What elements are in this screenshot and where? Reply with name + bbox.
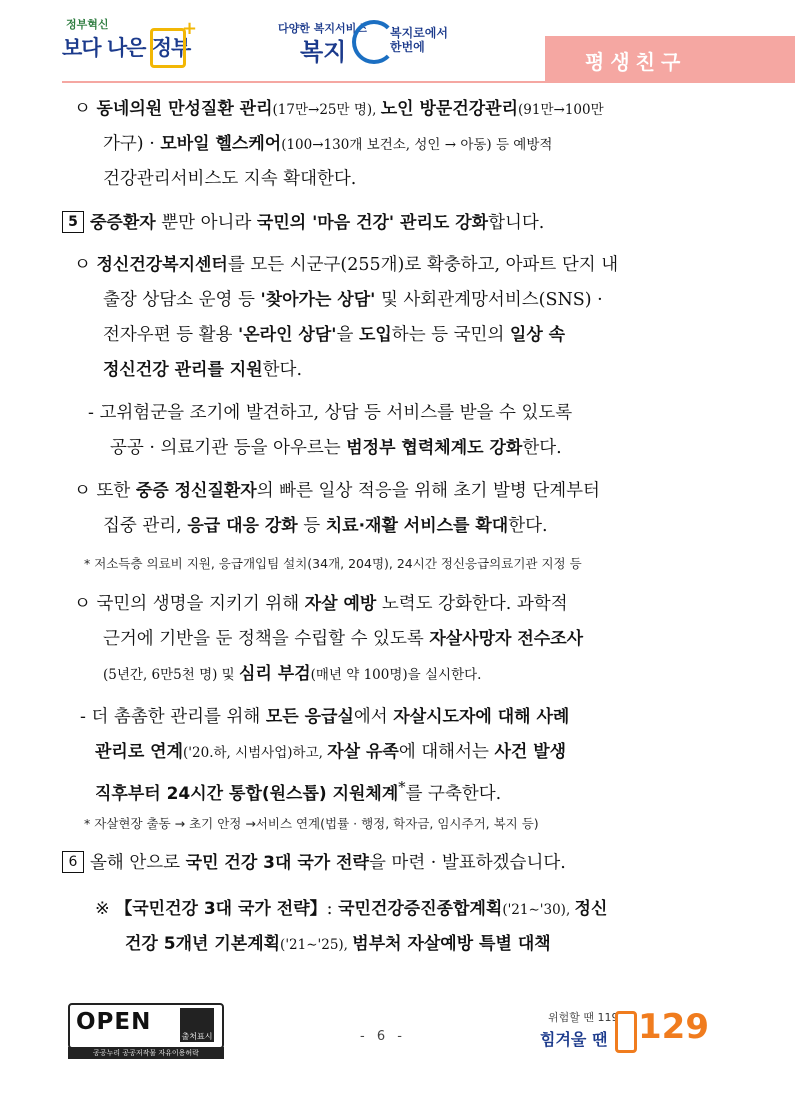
hotline-text-129: 힘겨울 땐: [540, 1030, 608, 1049]
paragraph-line: 공공 · 의료기관 등을 아우르는 범정부 협력체계도 강화한다.: [110, 438, 562, 458]
hotline-number: 129: [638, 1007, 709, 1047]
plus-icon: +: [182, 18, 198, 39]
kogl-open-license-badge: [68, 1003, 224, 1057]
paragraph-line: (5년간, 6만5천 명) 및 심리 부검(매년 약 100명)을 실시한다.: [103, 664, 482, 684]
section-number: 5: [62, 211, 84, 233]
open-license-strip: 공공누리 공공저작물 자유이용허락: [68, 1047, 224, 1059]
bokji-logo-sub-text: 다양한 복지서비스: [278, 22, 367, 35]
paragraph-line: 집중 관리, 응급 대응 강화 등 치료·재활 서비스를 확대한다.: [103, 516, 548, 536]
footnote: * 자살현장 출동 → 초기 안정 →서비스 연계(법률 · 행정, 학자금, 임시주거, 복지 등): [84, 816, 539, 831]
paragraph-line: 근거에 기반을 둔 정책을 수립할 수 있도록 자살사망자 전수조사: [103, 629, 584, 649]
paragraph-line: 가구) · 모바일 헬스케어(100→130개 보건소, 성인 → 아동) 등 예방적: [103, 134, 553, 154]
page-header: [0, 0, 795, 82]
page-number: - 6 -: [360, 1029, 406, 1044]
gov-logo-small-text: 정부혁신: [66, 18, 109, 31]
paragraph-line: ㅇ 정신건강복지센터를 모든 시군구(255개)로 확충하고, 아파트 단지 내: [74, 255, 619, 275]
phone-icon: [615, 1011, 637, 1053]
header-divider: [62, 81, 795, 83]
attribution-icon: 출처표시: [180, 1008, 214, 1042]
paragraph-line: 관리로 연계('20.하, 시범사업)하고, 자살 유족에 대해서는 사건 발생: [95, 742, 567, 762]
paragraph-line: - 더 촘촘한 관리를 위해 모든 응급실에서 자살시도자에 대해 사례: [80, 707, 570, 727]
paragraph-line: 직후부터 24시간 통합(원스톱) 지원체계*를 구축한다.: [95, 779, 502, 804]
gov-logo-main-text: 보다 나은 정부: [62, 36, 191, 60]
gov-innovation-logo: [62, 14, 198, 68]
section-badge-label: 평생친구: [585, 50, 687, 74]
section-number: 6: [62, 851, 84, 873]
paragraph-line: ㅇ 국민의 생명을 지키기 위해 자살 예방 노력도 강화한다. 과학적: [74, 594, 568, 614]
hotline-banner: [540, 1005, 730, 1065]
bracket-icon: [150, 28, 186, 68]
section-badge: [545, 36, 795, 82]
open-license-label: OPEN: [76, 1009, 152, 1035]
reference-line: ※ 【국민건강 3대 국가 전략】: 국민건강증진종합계획('21∼'30), 정신: [95, 899, 608, 919]
paragraph-line: - 고위험군을 조기에 발견하고, 상담 등 서비스를 받을 수 있도록: [88, 403, 573, 423]
paragraph-line: 출장 상담소 운영 등 '찾아가는 상담' 및 사회관계망서비스(SNS) ·: [103, 290, 603, 310]
page-footer: [0, 995, 795, 1075]
paragraph-line: 전자우편 등 활용 '온라인 상담'을 도입하는 등 국민의 일상 속: [103, 325, 566, 345]
paragraph-line: 건강관리서비스도 지속 확대한다.: [103, 169, 357, 189]
hotline-text-119: 위험할 땐 119: [548, 1011, 619, 1024]
paragraph-line: 정신건강 관리를 지원한다.: [103, 360, 303, 380]
section-heading-6: 6 올해 안으로 국민 건강 3대 국가 전략을 마련 · 발표하겠습니다.: [62, 846, 566, 881]
bokji-logo-tag-text: 복지로에서 한번에: [390, 26, 448, 54]
footnote: * 저소득층 의료비 지원, 응급개입팀 설치(34개, 204명), 24시간 정신응급의료기관 지정 등: [84, 556, 582, 571]
bokji-logo-main-text: 복지: [300, 38, 347, 66]
paragraph-line: ㅇ 동네의원 만성질환 관리(17만→25만 명), 노인 방문건강관리(91만→100만: [74, 99, 604, 119]
paragraph-line: ㅇ 또한 중증 정신질환자의 빠른 일상 적응을 위해 초기 발병 단계부터: [74, 481, 600, 501]
reference-line: 건강 5개년 기본계획('21∼'25), 범부처 자살예방 특별 대책: [125, 934, 551, 954]
bokjiro-logo: [278, 18, 458, 66]
section-heading-5: 5 중증환자 뿐만 아니라 국민의 '마음 건강' 관리도 강화합니다.: [62, 206, 544, 241]
